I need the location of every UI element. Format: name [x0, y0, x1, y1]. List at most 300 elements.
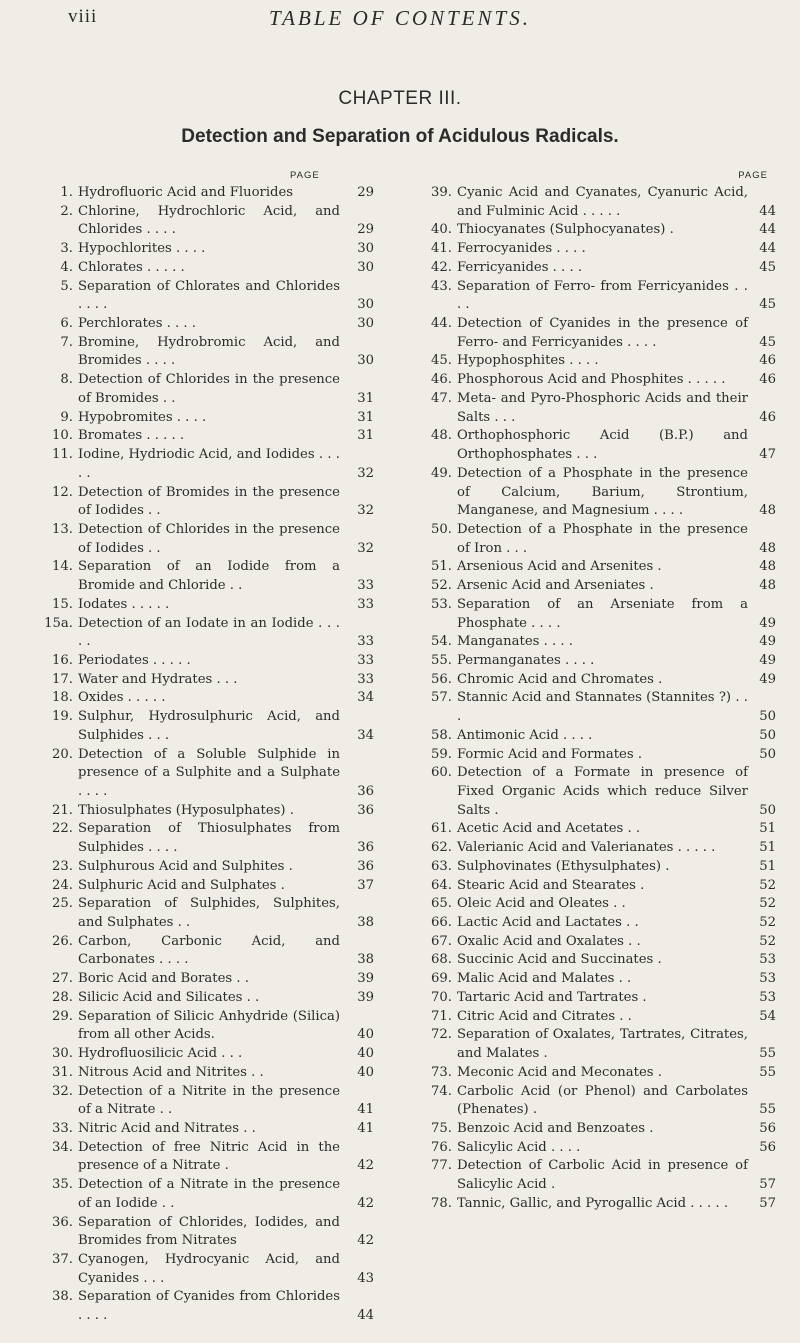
- toc-entry: [40, 334, 392, 371]
- entry-title: Carbon, Carbonic Acid, and Carbonates . . . .: [78, 933, 340, 968]
- toc-entry: [40, 652, 392, 671]
- toc-entry: [410, 315, 776, 352]
- toc-entry: [410, 221, 776, 240]
- entry-page: 49: [759, 652, 776, 668]
- toc-entry: [410, 596, 776, 633]
- entry-title: Thiosulphates (Hyposulphates) .: [78, 802, 294, 818]
- entry-title: Nitric Acid and Nitrates . .: [78, 1120, 256, 1136]
- entry-page: 42: [357, 1195, 374, 1211]
- entry-number: 9.: [60, 409, 73, 425]
- toc-entry: [410, 951, 776, 970]
- entry-title: Separation of Thiosulphates from Sulphides . . . .: [78, 821, 340, 856]
- entry-page: 48: [759, 559, 776, 575]
- entry-number: 46.: [431, 372, 452, 388]
- entry-title: Chlorine, Hydrochloric Acid, and Chlorides . . . .: [78, 203, 340, 238]
- entry-title: Formic Acid and Formates .: [457, 746, 643, 762]
- entry-number: 25.: [52, 896, 73, 912]
- toc-entry: [40, 315, 392, 334]
- entry-title: Valerianic Acid and Valerianates . . . . .: [457, 840, 716, 856]
- entry-page: 52: [759, 896, 776, 912]
- entry-number: 71.: [431, 1008, 452, 1024]
- toc-entry: [410, 1157, 776, 1194]
- entry-number: 39.: [431, 185, 452, 200]
- toc-entry: [40, 427, 392, 446]
- entry-number: 31.: [52, 1064, 73, 1080]
- toc-entry: [410, 240, 776, 259]
- toc-entry: [40, 1214, 392, 1251]
- entry-number: 11.: [52, 447, 73, 463]
- toc-entry: [40, 203, 392, 240]
- entry-number: 36.: [52, 1214, 73, 1230]
- toc-entry: [410, 970, 776, 989]
- toc-entry: [40, 877, 392, 896]
- entry-page: 49: [759, 615, 776, 631]
- entry-page: 40: [357, 1027, 374, 1043]
- entry-title: Sulphurous Acid and Sulphites .: [78, 858, 293, 874]
- toc-entry: [410, 914, 776, 933]
- toc-entry: [40, 1045, 392, 1064]
- entry-number: 19.: [52, 709, 73, 725]
- toc-entry: [410, 764, 776, 820]
- entry-page: 32: [357, 540, 374, 556]
- toc-entry: [40, 820, 392, 857]
- entry-title: Ferrocyanides . . . .: [457, 241, 586, 257]
- toc-entry: [40, 970, 392, 989]
- entry-page: 50: [759, 746, 776, 762]
- entry-title: Hydrofluosilicic Acid . . .: [78, 1046, 243, 1062]
- toc-entry: [410, 427, 776, 464]
- entry-page: 33: [357, 578, 374, 594]
- toc-entry: [40, 746, 392, 802]
- toc-entry: [40, 1251, 392, 1288]
- entry-title: Separation of an Arseniate from a Phosphate . . . .: [457, 596, 748, 631]
- entry-number: 50.: [431, 521, 452, 537]
- entry-number: 37.: [52, 1251, 73, 1267]
- entry-title: Citric Acid and Citrates . .: [457, 1008, 632, 1024]
- entry-number: 58.: [431, 727, 452, 743]
- entry-title: Hydrofluoric Acid and Fluorides: [78, 185, 294, 200]
- entry-title: Separation of Cyanides from Chlorides . . . .: [78, 1289, 340, 1324]
- entry-number: 47.: [431, 390, 452, 406]
- entry-page: 48: [759, 540, 776, 556]
- entry-page: 54: [759, 1008, 776, 1024]
- entry-number: 69.: [431, 971, 452, 987]
- toc-entry: [40, 259, 392, 278]
- entry-number: 59.: [431, 746, 452, 762]
- entry-number: 78.: [431, 1195, 452, 1211]
- entry-page: 47: [759, 447, 776, 463]
- toc-entry: [40, 858, 392, 877]
- entry-number: 75.: [431, 1120, 452, 1136]
- entry-number: 54.: [431, 634, 452, 650]
- toc-entry: [410, 820, 776, 839]
- entry-page: 33: [357, 634, 374, 650]
- toc-entry: [40, 521, 392, 558]
- toc-entry: [410, 558, 776, 577]
- entry-page: 55: [759, 1102, 776, 1118]
- entry-title: Detection of a Soluble Sulphide in presence of a Sulphite and a Sulphate . . . .: [78, 746, 340, 799]
- toc-entry: [410, 989, 776, 1008]
- entry-title: Perchlorates . . . .: [78, 316, 196, 332]
- entry-number: 34.: [52, 1139, 73, 1155]
- entry-title: Stannic Acid and Stannates (Stannites ?) . . .: [457, 690, 748, 725]
- entry-page: 29: [357, 222, 374, 238]
- entry-page: 36: [357, 858, 374, 874]
- entry-number: 5.: [60, 278, 73, 294]
- right-entries: [410, 184, 776, 1214]
- entry-title: Detection of free Nitric Acid in the presence of a Nitrate .: [78, 1139, 340, 1174]
- entry-page: 38: [357, 915, 374, 931]
- entry-page: 55: [759, 1046, 776, 1062]
- toc-entry: [410, 652, 776, 671]
- toc-entry: [40, 596, 392, 615]
- entry-number: 63.: [431, 858, 452, 874]
- entry-page: 41: [357, 1120, 374, 1136]
- entry-number: 4.: [60, 259, 73, 275]
- entry-title: Detection of Chlorides in the presence of Bromides . .: [78, 372, 340, 406]
- entry-page: 33: [357, 596, 374, 612]
- toc-entry: [410, 1195, 776, 1214]
- entry-number: 44.: [431, 316, 452, 332]
- entry-page: 55: [759, 1064, 776, 1080]
- entry-page: 45: [759, 259, 776, 275]
- entry-page: 30: [357, 353, 374, 369]
- entry-title: Carbolic Acid (or Phenol) and Carbolates (Phenates) .: [457, 1083, 748, 1118]
- entry-page: 52: [759, 915, 776, 931]
- left-entries: [40, 184, 392, 1326]
- entry-number: 49.: [431, 465, 452, 481]
- toc-entry: [40, 671, 392, 690]
- entry-page: 34: [357, 690, 374, 706]
- entry-number: 26.: [52, 933, 73, 949]
- entry-number: 68.: [431, 952, 452, 968]
- entry-number: 17.: [52, 671, 73, 687]
- toc-entry: [410, 1139, 776, 1158]
- chapter-heading: CHAPTER III.: [338, 88, 462, 109]
- entry-number: 12.: [52, 484, 73, 500]
- entry-number: 41.: [431, 241, 452, 257]
- entry-page: 46: [759, 372, 776, 388]
- entry-title: Chlorates . . . . .: [78, 259, 185, 275]
- toc-entry: [410, 371, 776, 390]
- entry-page: 30: [357, 297, 374, 313]
- entry-number: 45.: [431, 353, 452, 369]
- toc-entry: [40, 446, 392, 483]
- entry-page: 42: [357, 1233, 374, 1249]
- running-title: TABLE OF CONTENTS.: [269, 6, 531, 30]
- toc-entry: [40, 484, 392, 521]
- entry-title: Antimonic Acid . . . .: [457, 727, 593, 743]
- entry-number: 28.: [52, 989, 73, 1005]
- entry-title: Separation of Sulphides, Sulphites, and Sulphates . .: [78, 896, 340, 931]
- entry-page: 41: [357, 1102, 374, 1118]
- toc-entry: [410, 352, 776, 371]
- toc-entry: [410, 933, 776, 952]
- entry-number: 60.: [431, 765, 452, 781]
- entry-title: Cyanic Acid and Cyanates, Cyanuric Acid, and Fulminic Acid . . . . .: [457, 185, 748, 219]
- entry-title: Bromine, Hydrobromic Acid, and Bromides . . . .: [78, 334, 340, 369]
- entry-page: 40: [357, 1064, 374, 1080]
- entry-title: Separation of Silicic Anhydride (Silica) from all other Acids.: [78, 1008, 340, 1043]
- entry-number: 6.: [60, 316, 73, 332]
- toc-entry: [410, 877, 776, 896]
- entry-title: Iodine, Hydriodic Acid, and Iodides . . . . .: [78, 447, 340, 481]
- entry-title: Acetic Acid and Acetates . .: [457, 821, 641, 837]
- page-number: viii: [68, 6, 98, 27]
- toc-entry: [40, 1064, 392, 1083]
- entry-number: 15.: [52, 596, 73, 612]
- entry-number: 24.: [52, 877, 73, 893]
- entry-number: 21.: [52, 802, 73, 818]
- entry-number: 38.: [52, 1289, 73, 1305]
- entry-title: Detection of Carbolic Acid in presence of Salicylic Acid .: [457, 1158, 748, 1193]
- entry-title: Sulphur, Hydrosulphuric Acid, and Sulphides . . .: [78, 709, 340, 743]
- page-column-label: PAGE: [738, 170, 768, 181]
- entry-page: 38: [357, 952, 374, 968]
- entry-number: 2.: [60, 203, 73, 219]
- entry-page: 32: [357, 465, 374, 481]
- entry-page: 52: [759, 933, 776, 949]
- toc-entry: [40, 278, 392, 315]
- toc-entry: [40, 615, 392, 652]
- entry-title: Permanganates . . . .: [457, 652, 595, 668]
- entry-page: 56: [759, 1139, 776, 1155]
- toc-entry: [410, 633, 776, 652]
- toc-entry: [40, 1083, 392, 1120]
- entry-number: 33.: [52, 1120, 73, 1136]
- toc-entry: [40, 933, 392, 970]
- entry-number: 30.: [52, 1046, 73, 1062]
- entry-number: 62.: [431, 840, 452, 856]
- entry-page: 31: [357, 390, 374, 406]
- entry-page: 44: [759, 222, 776, 238]
- toc-entry: [40, 802, 392, 821]
- entry-number: 43.: [431, 278, 452, 294]
- entry-page: 44: [759, 203, 776, 219]
- entry-title: Cyanogen, Hydrocyanic Acid, and Cyanides . . .: [78, 1251, 340, 1286]
- entry-number: 10.: [52, 428, 73, 444]
- entry-page: 36: [357, 802, 374, 818]
- entry-title: Arsenious Acid and Arsenites .: [457, 559, 662, 575]
- entry-page: 53: [759, 971, 776, 987]
- entry-title: Sulphuric Acid and Sulphates .: [78, 877, 285, 893]
- entry-page: 50: [759, 802, 776, 818]
- toc-entry: [410, 746, 776, 765]
- entry-page: 51: [759, 858, 776, 874]
- entry-number: 61.: [431, 821, 452, 837]
- entry-title: Sulphovinates (Ethysulphates) .: [457, 858, 670, 874]
- entry-title: Oxalic Acid and Oxalates . .: [457, 933, 641, 949]
- entry-number: 32.: [52, 1083, 73, 1099]
- entry-page: 39: [357, 989, 374, 1005]
- toc-entry: [410, 390, 776, 427]
- toc-entry: [40, 1120, 392, 1139]
- entry-page: 49: [759, 671, 776, 687]
- entry-page: 50: [759, 709, 776, 725]
- toc-entry: [40, 1008, 392, 1045]
- entry-number: 8.: [60, 372, 73, 388]
- toc-entry: [40, 240, 392, 259]
- entry-number: 72.: [431, 1027, 452, 1043]
- entry-title: Succinic Acid and Succinates .: [457, 952, 662, 968]
- entry-title: Detection of Chlorides in the presence of Iodides . .: [78, 521, 340, 556]
- entry-title: Stearic Acid and Stearates .: [457, 877, 645, 893]
- entry-page: 48: [759, 503, 776, 519]
- entry-title: Separation of Chlorides, Iodides, and Bromides from Nitrates: [78, 1214, 340, 1249]
- toc-entry: [40, 989, 392, 1008]
- entry-title: Iodates . . . . .: [78, 596, 170, 612]
- entry-title: Oleic Acid and Oleates . .: [457, 896, 626, 912]
- entry-page: 53: [759, 952, 776, 968]
- entry-number: 23.: [52, 858, 73, 874]
- toc-entry: [410, 577, 776, 596]
- entry-number: 65.: [431, 896, 452, 912]
- entry-number: 55.: [431, 652, 452, 668]
- entry-number: 18.: [52, 690, 73, 706]
- entry-number: 16.: [52, 652, 73, 668]
- entry-number: 27.: [52, 971, 73, 987]
- entry-page: 43: [357, 1270, 374, 1286]
- entry-page: 32: [357, 503, 374, 519]
- entry-page: 56: [759, 1120, 776, 1136]
- page-header: [0, 6, 800, 36]
- entry-page: 39: [357, 971, 374, 987]
- toc-entry: [40, 895, 392, 932]
- entry-title: Separation of Chlorates and Chlorides . . . .: [78, 278, 340, 313]
- toc-entry: [410, 839, 776, 858]
- toc-entry: [410, 278, 776, 315]
- entry-number: 20.: [52, 746, 73, 762]
- toc-entry: [410, 1008, 776, 1027]
- toc-entry: [40, 689, 392, 708]
- entry-page: 44: [357, 1308, 374, 1324]
- entry-page: 31: [357, 428, 374, 444]
- toc-entry: [410, 465, 776, 521]
- entry-number: 52.: [431, 578, 452, 594]
- toc-entry: [40, 708, 392, 745]
- entry-number: 22.: [52, 821, 73, 837]
- entry-number: 3.: [60, 241, 73, 257]
- entry-title: Detection of a Nitrite in the presence of a Nitrate . .: [78, 1083, 340, 1118]
- entry-page: 45: [759, 334, 776, 350]
- entry-page: 48: [759, 578, 776, 594]
- entry-page: 46: [759, 353, 776, 369]
- toc-entry: [410, 184, 776, 221]
- entry-title: Silicic Acid and Silicates . .: [78, 989, 260, 1005]
- entry-title: Arsenic Acid and Arseniates .: [457, 578, 654, 594]
- entry-title: Boric Acid and Borates . .: [78, 971, 249, 987]
- entry-number: 13.: [52, 521, 73, 537]
- toc-entry: [40, 558, 392, 595]
- entry-number: 77.: [431, 1158, 452, 1174]
- entry-page: 57: [759, 1177, 776, 1193]
- entry-number: 56.: [431, 671, 452, 687]
- entry-number: 57.: [431, 690, 452, 706]
- toc-entry: [40, 409, 392, 428]
- entry-page: 51: [759, 840, 776, 856]
- entry-number: 51.: [431, 559, 452, 575]
- entry-title: Hypobromites . . . .: [78, 409, 207, 425]
- entry-number: 14.: [52, 559, 73, 575]
- section-title: Detection and Separation of Acidulous Radicals.: [181, 126, 619, 147]
- entry-title: Tannic, Gallic, and Pyrogallic Acid . . . . .: [457, 1195, 729, 1211]
- toc-entry: [40, 1288, 392, 1325]
- entry-number: 7.: [60, 334, 73, 350]
- entry-title: Detection of a Nitrate in the presence of an Iodide . .: [78, 1177, 340, 1211]
- entry-page: 49: [759, 634, 776, 650]
- entry-page: 42: [357, 1158, 374, 1174]
- entry-page: 53: [759, 989, 776, 1005]
- entry-title: Hypochlorites . . . .: [78, 241, 206, 257]
- entry-title: Benzoic Acid and Benzoates .: [457, 1120, 654, 1136]
- entry-title: Nitrous Acid and Nitrites . .: [78, 1064, 264, 1080]
- entry-number: 40.: [431, 222, 452, 238]
- toc-entry: [40, 371, 392, 408]
- entry-page: 30: [357, 316, 374, 332]
- entry-page: 52: [759, 877, 776, 893]
- entry-title: Hypophosphites . . . .: [457, 353, 599, 369]
- entry-page: 51: [759, 821, 776, 837]
- toc-entry: [40, 1139, 392, 1176]
- entry-number: 70.: [431, 989, 452, 1005]
- page-column-label: PAGE: [290, 170, 320, 181]
- entry-number: 74.: [431, 1083, 452, 1099]
- toc-entry: [410, 895, 776, 914]
- toc-entry: [410, 259, 776, 278]
- entry-title: Detection of an Iodate in an Iodide . . . . .: [78, 615, 340, 650]
- entry-number: 73.: [431, 1064, 452, 1080]
- toc-entry: [410, 521, 776, 558]
- entry-page: 29: [357, 185, 374, 200]
- entry-page: 40: [357, 1046, 374, 1062]
- entry-title: Malic Acid and Malates . .: [457, 971, 632, 987]
- entry-title: Detection of Cyanides in the presence of Ferro- and Ferricyanides . . . .: [457, 316, 748, 350]
- toc-entry: [40, 184, 392, 203]
- toc-entry: [410, 1064, 776, 1083]
- entry-number: 42.: [431, 259, 452, 275]
- entry-title: Thiocyanates (Sulphocyanates) .: [457, 222, 674, 238]
- entry-page: 36: [357, 840, 374, 856]
- entry-title: Orthophosphoric Acid (B.P.) and Orthophosphates . . .: [457, 428, 748, 463]
- entry-page: 37: [357, 877, 374, 893]
- entry-page: 31: [357, 409, 374, 425]
- entry-page: 44: [759, 241, 776, 257]
- entry-title: Detection of a Phosphate in the presence of Calcium, Barium, Strontium, Manganese, and Magnesium . . . .: [457, 465, 748, 519]
- entry-title: Separation of Oxalates, Tartrates, Citrates, and Malates .: [457, 1027, 748, 1062]
- entry-page: 33: [357, 652, 374, 668]
- entry-page: 50: [759, 727, 776, 743]
- entry-page: 33: [357, 671, 374, 687]
- toc-entry: [410, 1083, 776, 1120]
- entry-number: 29.: [52, 1008, 73, 1024]
- entry-title: Separation of Ferro- from Ferricyanides . . . .: [457, 278, 748, 313]
- entry-page: 30: [357, 241, 374, 257]
- entry-title: Detection of Bromides in the presence of Iodides . .: [78, 484, 340, 519]
- entry-title: Chromic Acid and Chromates .: [457, 671, 663, 687]
- toc-entry: [410, 1120, 776, 1139]
- entry-title: Oxides . . . . .: [78, 690, 166, 706]
- entry-title: Detection of a Formate in presence of Fixed Organic Acids which reduce Silver Salts .: [457, 765, 748, 818]
- entry-number: 66.: [431, 915, 452, 931]
- entry-page: 34: [357, 727, 374, 743]
- entry-number: 48.: [431, 428, 452, 444]
- entry-title: Detection of a Phosphate in the presence of Iron . . .: [457, 521, 748, 556]
- entry-title: Tartaric Acid and Tartrates .: [457, 989, 647, 1005]
- entry-title: Separation of an Iodide from a Bromide and Chloride . .: [78, 559, 340, 594]
- entry-number: 67.: [431, 933, 452, 949]
- entry-title: Ferricyanides . . . .: [457, 259, 583, 275]
- entry-title: Periodates . . . . .: [78, 652, 191, 668]
